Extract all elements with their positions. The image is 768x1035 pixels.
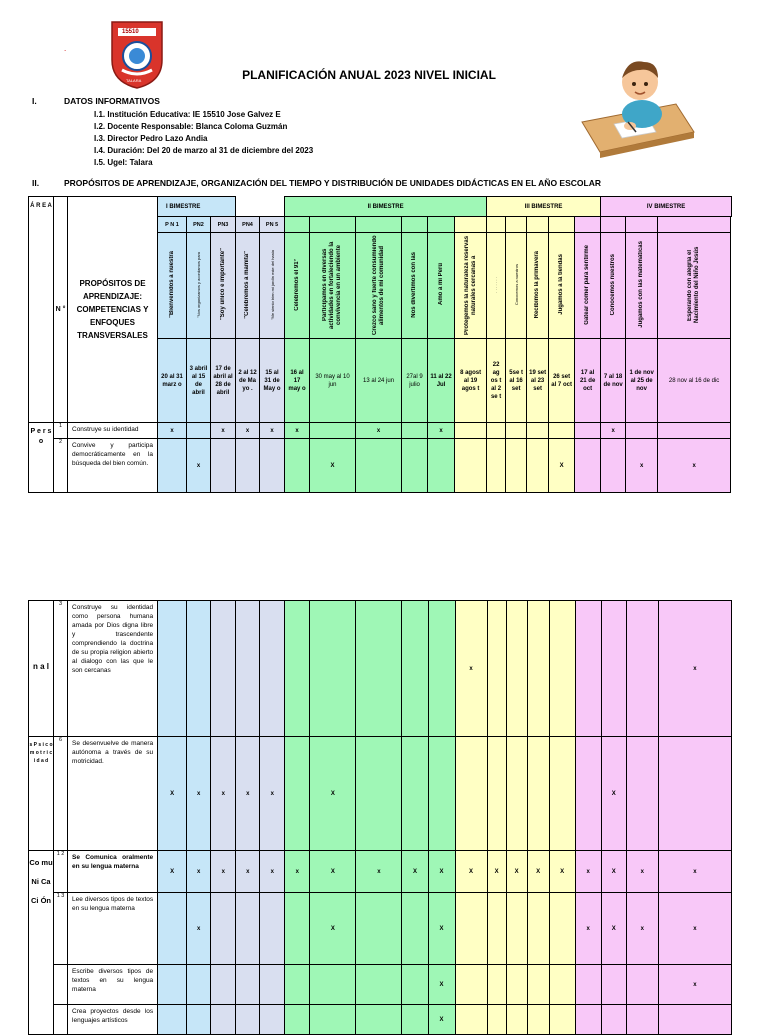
mark-cell [626, 1005, 658, 1035]
unit-title: Amo a mi Perú [437, 263, 444, 306]
row-number: 1 3 [54, 893, 68, 965]
unit-title-cell [211, 233, 236, 339]
unit-title: "Nos organizamos y acordamos para [196, 251, 201, 318]
unit-title: Gatear comer para sentirme [584, 244, 591, 325]
unit-date-cell: 17 al 21 de oct [575, 339, 601, 423]
mark-cell [285, 965, 310, 1005]
mark-cell: X [549, 439, 575, 493]
unit-title: · · · · · · · [493, 276, 499, 293]
mark-cell [601, 965, 626, 1005]
pn-cell [402, 217, 428, 233]
mark-cell: X [310, 439, 356, 493]
competency-text: Construye su identidad como persona humana amada por Dios digna libre y trascendente comprendiendo la doctrina de su propia religion abierto al dialogo con las que le son cercanas [68, 601, 158, 737]
mark-cell: x [601, 423, 626, 439]
competency-text: Crea proyectos desde los lenguajes artísticos [68, 1005, 158, 1035]
mark-cell [455, 737, 487, 851]
mark-cell [549, 1005, 575, 1035]
pn-cell [455, 217, 487, 233]
mark-cell [601, 439, 626, 493]
section-1-title: DATOS INFORMATIVOS [64, 96, 160, 106]
row-number: 1 2 [54, 851, 68, 893]
mark-cell [211, 965, 236, 1005]
mark-cell: x [658, 965, 731, 1005]
unit-date-cell: 2 al 12 de Ma yo . [236, 339, 260, 423]
row-number [54, 965, 68, 1005]
mark-cell: x [236, 851, 260, 893]
area-psicomotricidad: s P s i c o m o t r i c i d a d [29, 737, 54, 851]
mark-cell [626, 601, 658, 737]
row-number [54, 1005, 68, 1035]
mark-cell: x [187, 439, 211, 493]
unit-date-cell: 16 al 17 may o [285, 339, 310, 423]
mark-cell [575, 439, 601, 493]
row-number: 1 [54, 423, 68, 439]
red-dot: . [64, 44, 67, 53]
unit-date-cell: 5se t al 16 set [506, 339, 527, 423]
mark-cell [285, 893, 310, 965]
bimester-1-header: I BIMESTRE [158, 197, 236, 217]
mark-cell [236, 439, 260, 493]
unit-title: "Soy único e importante" [219, 248, 226, 321]
mark-cell: x [260, 851, 285, 893]
mark-cell: x [575, 893, 601, 965]
unit-date-cell: 11 al 22 Jul [428, 339, 455, 423]
unit-title: Protegemos la naturaleza reservas naturales cercanas a [463, 234, 477, 335]
pn-cell [658, 217, 731, 233]
unit-title: "Celebremos a mamita" [244, 250, 251, 319]
mark-cell: X [601, 737, 626, 851]
mark-cell: x [285, 423, 310, 439]
mark-cell: x [626, 851, 658, 893]
info-line: I.2. Docente Responsable: Blanca Coloma Guzmán [94, 122, 288, 131]
mark-cell: x [658, 601, 731, 737]
info-line: I.5. Ugel: Talara [94, 158, 153, 167]
section-2-title: PROPÓSITOS DE APRENDIZAJE, ORGANIZACIÓN DEL TIEMPO Y DISTRIBUCIÓN DE UNIDADES DIDÁCTICAS EN EL AÑO ESCOLAR [64, 178, 601, 188]
mark-cell: x [187, 893, 211, 965]
competency-text: Lee diversos tipos de textos en su lengua materna [68, 893, 158, 965]
mark-cell: x [428, 423, 455, 439]
unit-date-cell: 7 al 18 de nov [601, 339, 626, 423]
unit-title-cell [285, 233, 310, 339]
mark-cell: x [658, 851, 731, 893]
mark-cell [236, 601, 260, 737]
mark-cell [187, 423, 211, 439]
mark-cell [236, 893, 260, 965]
bimester-4-header: IV BIMESTRE [601, 197, 732, 217]
mark-cell [455, 423, 487, 439]
mark-cell [187, 1005, 211, 1035]
unit-title: "Bienvenidos a nuestra [168, 251, 175, 318]
unit-title-cell [575, 233, 601, 339]
pn-cell [575, 217, 601, 233]
unit-title-cell [549, 233, 575, 339]
mark-cell [506, 601, 527, 737]
mark-cell [626, 423, 658, 439]
mark-cell: x [211, 737, 236, 851]
unit-title: Participamos en diversas actividades en fortaleciendo la convivencia en un ambiente [322, 240, 343, 329]
mark-cell [402, 423, 428, 439]
mark-cell [158, 893, 187, 965]
unit-date-cell: 3 abril al 15 de abril [187, 339, 211, 423]
mark-cell: x [187, 737, 211, 851]
planning-table-top [28, 196, 732, 493]
unit-title-cell [236, 233, 260, 339]
mark-cell: X [428, 965, 455, 1005]
mark-cell [549, 601, 575, 737]
mark-cell [356, 1005, 402, 1035]
unit-title: Jugamos a la tiendas [558, 254, 565, 315]
unit-title-cell [428, 233, 455, 339]
pn-cell: PN3 [211, 217, 236, 233]
unit-date-cell: 17 de abril al 28 de abril [211, 339, 236, 423]
unit-title-cell [506, 233, 527, 339]
pn-cell [487, 217, 506, 233]
mark-cell [402, 601, 428, 737]
mark-cell [310, 965, 356, 1005]
pn-cell: PN4 [236, 217, 260, 233]
unit-title-cell [356, 233, 402, 339]
unit-title: Nos divertimos con las [411, 251, 418, 318]
mark-cell: x [211, 851, 236, 893]
row-number: 2 [54, 439, 68, 493]
unit-date-cell: 20 al 31 marz o [158, 339, 187, 423]
mark-cell [658, 423, 731, 439]
mark-cell: x [658, 439, 731, 493]
pn-cell [310, 217, 356, 233]
pn-cell [601, 217, 626, 233]
mark-cell [527, 1005, 549, 1035]
unit-title: Celebremos el 91° [293, 258, 300, 311]
mark-cell: X [527, 851, 549, 893]
mark-cell: x [285, 851, 310, 893]
crest-caption: TALARA [126, 78, 142, 83]
mark-cell [402, 893, 428, 965]
mark-cell [506, 737, 527, 851]
unit-title-cell [187, 233, 211, 339]
row-number: 6 [54, 737, 68, 851]
unit-title-cell [158, 233, 187, 339]
mark-cell [310, 601, 356, 737]
pn-cell [285, 217, 310, 233]
mark-cell [549, 737, 575, 851]
unit-title-cell [310, 233, 356, 339]
mark-cell [527, 423, 549, 439]
mark-cell [402, 1005, 428, 1035]
unit-date-cell: 27al 9 julio [402, 339, 428, 423]
unit-date-cell: 8 agost al 19 agos t [455, 339, 487, 423]
unit-date-cell: 13 al 24 jun [356, 339, 402, 423]
mark-cell: x [626, 893, 658, 965]
mark-cell [158, 601, 187, 737]
mark-cell: x [455, 601, 487, 737]
mark-cell [658, 737, 731, 851]
mark-cell [506, 965, 527, 1005]
mark-cell [455, 1005, 487, 1035]
mark-cell [211, 893, 236, 965]
mark-cell [527, 965, 549, 1005]
info-line: I.1. Institución Educativa: IE 15510 Jose Galvez E [94, 110, 281, 119]
mark-cell [549, 893, 575, 965]
area-personal-cont: n a l [29, 601, 54, 737]
mark-cell [356, 737, 402, 851]
mark-cell [601, 601, 626, 737]
mark-cell: x [626, 439, 658, 493]
info-line: I.3. Director Pedro Lazo Andia [94, 134, 208, 143]
mark-cell: X [428, 851, 455, 893]
unit-title-cell [402, 233, 428, 339]
number-header: N ° [54, 197, 68, 423]
mark-cell: X [601, 893, 626, 965]
mark-cell [575, 965, 601, 1005]
mark-cell [428, 737, 455, 851]
crest-number: 15510 [122, 29, 139, 35]
competency-text: Se Comunica oralmente en su lengua materna [68, 851, 158, 893]
mark-cell [356, 893, 402, 965]
mark-cell [356, 439, 402, 493]
mark-cell [487, 737, 506, 851]
mark-cell [455, 439, 487, 493]
mark-cell [260, 893, 285, 965]
pn-cell: P N 1 [158, 217, 187, 233]
unit-title-cell [455, 233, 487, 339]
unit-date-cell: 1 de nov al 25 de nov [626, 339, 658, 423]
section-2-number: II. [32, 178, 40, 188]
mark-cell [211, 439, 236, 493]
unit-date-cell: 30 may al 10 jun [310, 339, 356, 423]
mark-cell [527, 737, 549, 851]
unit-title-cell [658, 233, 731, 339]
mark-cell: X [310, 737, 356, 851]
mark-cell [236, 1005, 260, 1035]
unit-date-cell: 28 nov al 16 de dic [658, 339, 731, 423]
unit-date-cell: 26 set al 7 oct [549, 339, 575, 423]
mark-cell: x [260, 737, 285, 851]
mark-cell: x [575, 851, 601, 893]
mark-cell [402, 439, 428, 493]
mark-cell [527, 439, 549, 493]
mark-cell [626, 737, 658, 851]
unit-title: "Me siento bien mi jardín este del hasta [269, 249, 275, 320]
mark-cell [506, 1005, 527, 1035]
boy-writing-illustration [578, 52, 696, 162]
mark-cell [187, 601, 211, 737]
mark-cell [310, 423, 356, 439]
page-title: PLANIFICACIÓN ANUAL 2023 NIVEL INICIAL [242, 68, 496, 82]
mark-cell [506, 423, 527, 439]
mark-cell [487, 439, 506, 493]
unit-title: Esperando con alegría el Nacimiento del Niño Jesús [687, 246, 701, 323]
mark-cell [285, 601, 310, 737]
info-line: I.4. Duración: Del 20 de marzo al 31 de diciembre del 2023 [94, 146, 314, 155]
mark-cell: X [428, 893, 455, 965]
mark-cell: x [356, 423, 402, 439]
mark-cell [402, 737, 428, 851]
mark-cell [285, 1005, 310, 1035]
unit-title-cell [601, 233, 626, 339]
mark-cell [487, 423, 506, 439]
mark-cell [549, 965, 575, 1005]
mark-cell: x [158, 423, 187, 439]
pn-cell [428, 217, 455, 233]
bimester-2-header: II BIMESTRE [285, 197, 487, 217]
unit-title: Crezco sano y fuerte consumiendo alimentos de mi comunidad [371, 234, 385, 335]
area-comunicacion: Co mu Ni Ca Ci Ón [29, 851, 54, 1035]
unit-date-cell: 15 al 31 de May o [260, 339, 285, 423]
mark-cell [211, 601, 236, 737]
mark-cell [506, 893, 527, 965]
row-number: 3 [54, 601, 68, 737]
mark-cell: X [601, 851, 626, 893]
pn-cell [356, 217, 402, 233]
mark-cell: X [158, 737, 187, 851]
competency-text: Construye su identidad [68, 423, 158, 439]
mark-cell [428, 601, 455, 737]
mark-cell: x [260, 423, 285, 439]
mark-cell [356, 965, 402, 1005]
mark-cell: X [428, 1005, 455, 1035]
mark-cell [158, 965, 187, 1005]
mark-cell [487, 893, 506, 965]
header-spacer [236, 197, 285, 217]
mark-cell: x [236, 423, 260, 439]
mark-cell [575, 601, 601, 737]
unit-title: Conocemos nuestros [609, 253, 616, 316]
area-personal: P e r s o [29, 423, 54, 493]
mark-cell: X [158, 851, 187, 893]
pn-cell [506, 217, 527, 233]
mark-cell [575, 737, 601, 851]
competency-text: Escribe diversos tipos de textos en su lengua materna [68, 965, 158, 1005]
pn-cell [549, 217, 575, 233]
info-list [94, 109, 313, 169]
area-label: Á R E A [30, 203, 52, 209]
competency-text: Se desenvuelve de manera autónoma a través de su motricidad. [68, 737, 158, 851]
pn-cell [626, 217, 658, 233]
bimester-3-header: III BIMESTRE [487, 197, 601, 217]
competency-text: Convive y participa democráticamente en la búsqueda del bien común. [68, 439, 158, 493]
mark-cell: x [187, 851, 211, 893]
mark-cell [428, 439, 455, 493]
mark-cell [310, 1005, 356, 1035]
mark-cell [487, 601, 506, 737]
mark-cell [356, 601, 402, 737]
mark-cell [211, 1005, 236, 1035]
mark-cell: x [211, 423, 236, 439]
unit-date-cell: 19 set al 23 set [527, 339, 549, 423]
unit-title-cell [260, 233, 285, 339]
planning-table-bottom [28, 600, 732, 1035]
mark-cell: X [455, 851, 487, 893]
mark-cell [260, 601, 285, 737]
mark-cell [575, 1005, 601, 1035]
purposes-header: PROPÓSITOS DE APRENDIZAJE: COMPETENCIAS Y ENFOQUES TRANSVERSALES [68, 197, 158, 423]
mark-cell: X [310, 851, 356, 893]
mark-cell: X [402, 851, 428, 893]
unit-date-cell: 22 ag os t al 2 se t [487, 339, 506, 423]
pn-cell: PN2 [187, 217, 211, 233]
unit-title-cell [487, 233, 506, 339]
mark-cell [260, 1005, 285, 1035]
mark-cell [455, 893, 487, 965]
mark-cell [506, 439, 527, 493]
mark-cell [487, 965, 506, 1005]
mark-cell [487, 1005, 506, 1035]
mark-cell [236, 965, 260, 1005]
mark-cell: X [506, 851, 527, 893]
mark-cell [575, 423, 601, 439]
mark-cell [626, 965, 658, 1005]
section-1-number: I. [32, 96, 37, 106]
unit-title-cell [527, 233, 549, 339]
mark-cell [549, 423, 575, 439]
mark-cell [402, 965, 428, 1005]
unit-title: Recibimos la primavera [534, 250, 541, 319]
unit-title-cell [626, 233, 658, 339]
mark-cell [527, 601, 549, 737]
pn-cell [527, 217, 549, 233]
mark-cell: x [236, 737, 260, 851]
mark-cell: X [549, 851, 575, 893]
mark-cell [260, 965, 285, 1005]
mark-cell [601, 1005, 626, 1035]
mark-cell [658, 1005, 731, 1035]
mark-cell [158, 439, 187, 493]
mark-cell: x [658, 893, 731, 965]
mark-cell [455, 965, 487, 1005]
unit-title: Conocemos a nuestros [513, 263, 519, 306]
mark-cell [285, 737, 310, 851]
area-header [29, 197, 54, 423]
mark-cell [527, 893, 549, 965]
mark-cell: X [487, 851, 506, 893]
mark-cell: X [310, 893, 356, 965]
mark-cell [285, 439, 310, 493]
mark-cell [158, 1005, 187, 1035]
mark-cell [260, 439, 285, 493]
mark-cell [187, 965, 211, 1005]
unit-title: Jugamos con las matemáticas [638, 241, 645, 328]
mark-cell: x [356, 851, 402, 893]
pn-cell: PN 5 [260, 217, 285, 233]
